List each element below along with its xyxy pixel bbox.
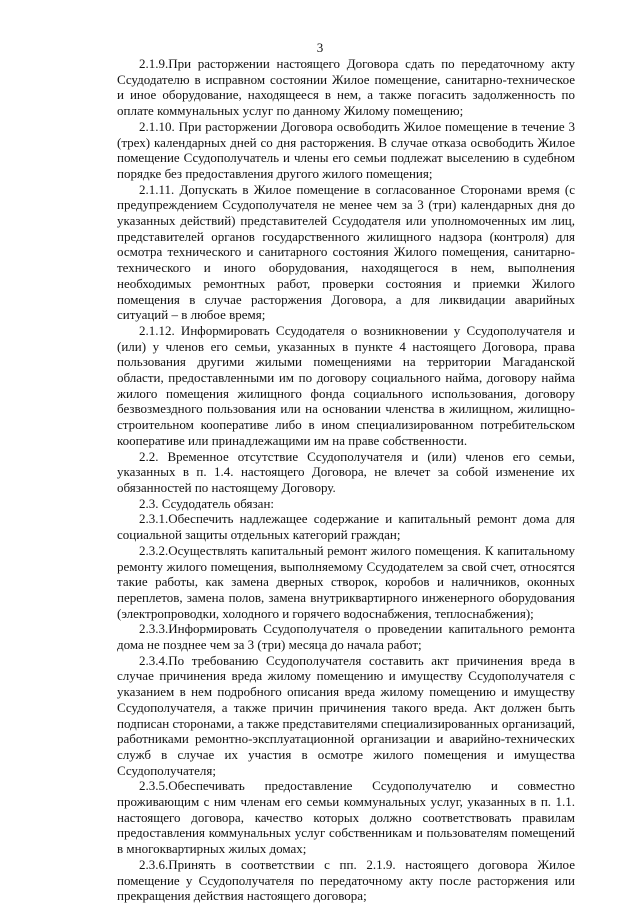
- clause-2-1-10: 2.1.10. При расторжении Договора освободить Жилое помещение в течение 3 (трех) календарных дней со дня расторжения. В случае отказа освободить Жилое помещение Ссудополучатель и члены его семьи подлежат выселению в судебном порядке без предоставления другого жилого помещения;: [117, 118, 575, 181]
- clause-2-3-6: 2.3.6.Принять в соответствии с пп. 2.1.9. настоящего договора Жилое помещение у Ссудополучателя по передаточному акту после расторжения или прекращения действия настоящего договора;: [117, 856, 575, 904]
- clause-2-3-4: 2.3.4.По требованию Ссудополучателя составить акт причинения вреда в случае причинения вреда жилому помещению и имуществу Ссудополучателя с указанием в нем подробного описания вреда жилому помещению и имуществу Ссудополучателя, а также причин причинения такого вреда. Акт должен быть подписан сторонами, а также представителями специализированных организаций, работниками ремонтно-эксплуатационной организации и аварийно-технических служб в случае их участия в осмотре жилого помещения и имущества Ссудополучателя;: [117, 652, 575, 778]
- clause-2-1-9: 2.1.9.При расторжении настоящего Договора сдать по передаточному акту Ссудодателю в исправном состоянии Жилое помещение, санитарно-техническое и иное оборудование, находящееся в нем, а также погасить задолженность по оплате коммунальных услуг по данному Жилому помещению;: [117, 56, 575, 119]
- clause-2-2: 2.2. Временное отсутствие Ссудополучателя и (или) членов его семьи, указанных в п. 1.4. настоящего Договора, не влечет за собой изменение их обязанностей по настоящему Договору.: [117, 448, 575, 495]
- clause-2-3-1: 2.3.1.Обеспечить надлежащее содержание и капитальный ремонт дома для социальной защиты отдельных категорий граждан;: [117, 511, 575, 543]
- clause-2-3-3: 2.3.3.Информировать Ссудополучателя о проведении капитального ремонта дома не позднее чем за 3 (три) месяца до начала работ;: [117, 621, 575, 653]
- page-number: 3: [316, 40, 324, 55]
- clause-2-3-heading: 2.3. Ссудодатель обязан:: [139, 495, 275, 511]
- clause-2-3-2: 2.3.2.Осуществлять капитальный ремонт жилого помещения. К капитальному ремонту жилого помещения, выполняемому Ссудодателем за свой счет, относятся такие работы, как замена дверных створок, коробов и наличников, оконных переплетов, замена полов, замена внутриквартирного инженерного оборудования (электропроводки, холодного и горячего водоснабжения, теплоснабжения);: [117, 542, 575, 621]
- clause-2-1-12: 2.1.12. Информировать Ссудодателя о возникновении у Ссудополучателя и (или) у членов его семьи, указанных в пункте 4 настоящего Договора, права пользования другими жилыми помещениями на территории Магаданской области, предоставленными им по договору социального найма, договору найма жилого помещения жилищного фонда социального использования, договору безвозмездного пользования или на основании членства в жилищном, жилищно-строительном кооперативе либо в ином специализированном потребительском кооперативе или принадлежащими им на праве собственности.: [117, 322, 575, 448]
- clause-2-1-11: 2.1.11. Допускать в Жилое помещение в согласованное Сторонами время (с предупреждением Ссудополучателя не менее чем за 3 (три) календарных дня до указанных действий) представителей Ссудодателя или уполномоченных им лиц, представителей органов государственного жилищного надзора (контроля) для осмотра технического и санитарного состояния Жилого помещения, санитарно-технического и иного оборудования, находящегося в нем, выполнения необходимых ремонтных работ, проверки состояния и приемки Жилого помещения в случае расторжения Договора, а для ликвидации аварийных ситуаций – в любое время;: [117, 181, 575, 323]
- clause-2-3-5: 2.3.5.Обеспечивать предоставление Ссудополучателю и совместно проживающим с ним членам его семьи коммунальных услуг, указанных в п. 1.1. настоящего договора, качество которых должно соответствовать правилам предоставления коммунальных услуг собственникам и пользователям помещений в многоквартирных жилых домах;: [117, 778, 575, 857]
- document-body: [117, 56, 575, 904]
